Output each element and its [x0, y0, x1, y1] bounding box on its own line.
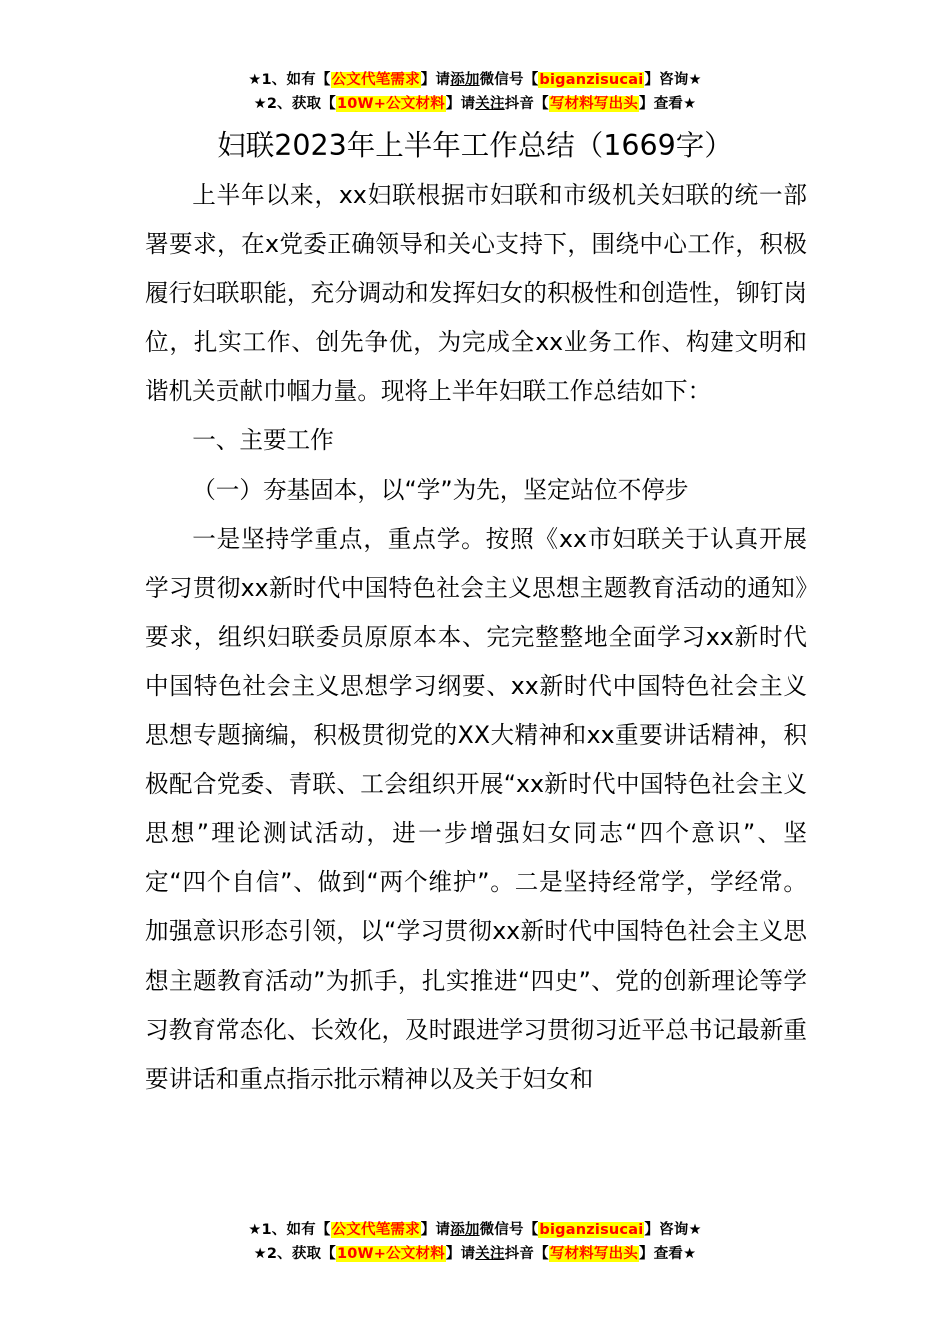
section-heading: 一、主要工作	[192, 426, 334, 455]
promo-text: 】请	[445, 1246, 476, 1262]
promo-highlight: 10W+公文材料	[336, 96, 445, 112]
document-title: 妇联2023年上半年工作总结（1669字）	[217, 129, 733, 162]
promo-text: ★2、获取【	[253, 96, 336, 112]
promo-underlined-text: 添加	[450, 1222, 480, 1238]
paragraph-intro: 上半年以来，xx妇联根据市妇联和市级机关妇联的统一部署要求，在x党委正确领导和关心支持下，围绕中心工作，积极履行妇联职能，充分调动和发挥妇女的积极性和创造性，铆钉岗位，扎实工作、创先争优，为完成全xx业务工作、构建文明和谐机关贡献巾帼力量。现将上半年妇联工作总结如下：	[145, 181, 807, 406]
promo-text: 】请	[445, 96, 476, 112]
promo-highlight: biganzisucai	[539, 72, 644, 88]
promo-text: 】咨询★	[644, 72, 702, 88]
subsection-heading: （一）夯基固本，以“学”为先，坚定站位不停步	[192, 475, 689, 504]
promo-text: 】查看★	[639, 96, 697, 112]
promo-highlight: 10W+公文材料	[336, 1246, 445, 1262]
promo-text: 抖音【	[504, 96, 549, 112]
promo-underlined-text: 添加	[450, 72, 480, 88]
promo-line-2	[0, 1242, 950, 1266]
promo-banner-bottom	[0, 1218, 950, 1266]
paragraph-study: 一是坚持学重点，重点学。按照《xx市妇联关于认真开展学习贯彻xx新时代中国特色社会主义思想主题教育活动的通知》要求，组织妇联委员原原本本、完完整整地全面学习xx新时代中国特色社会主义思想学习纲要、xx新时代中国特色社会主义思想专题摘编，积极贯彻党的XX大精神和xx重要讲话精神，积极配合党委、青联、工会组织开展“xx新时代中国特色社会主义思想”理论测试活动，进一步增强妇女同志“四个意识”、坚定“四个自信”、做到“两个维护”。二是坚持经常学，学经常。加强意识形态引领，以“学习贯彻xx新时代中国特色社会主义思想主题教育活动”为抓手，扎实推进“四史”、党的创新理论等学习教育常态化、长效化，及时跟进学习贯彻习近平总书记最新重要讲话和重点指示批示精神以及关于妇女和	[145, 524, 807, 1093]
promo-text: 】查看★	[639, 1246, 697, 1262]
promo-underlined-text: 关注	[475, 1246, 505, 1262]
promo-highlight: 公文代笔需求	[331, 72, 420, 88]
promo-text: 】咨询★	[644, 1222, 702, 1238]
promo-line-1	[0, 68, 950, 92]
promo-highlight: 写材料写出头	[549, 96, 639, 112]
promo-text: ★1、如有【	[248, 72, 331, 88]
promo-text: 微信号【	[479, 1222, 539, 1238]
promo-line-1	[0, 1218, 950, 1242]
promo-text: ★1、如有【	[248, 1222, 331, 1238]
promo-banner-top	[0, 68, 950, 116]
document-body	[145, 171, 807, 1093]
promo-text: 】请	[420, 1222, 451, 1238]
promo-highlight: biganzisucai	[539, 1222, 644, 1238]
promo-text: 微信号【	[479, 72, 539, 88]
promo-line-2	[0, 92, 950, 116]
promo-highlight: 写材料写出头	[549, 1246, 639, 1262]
promo-text: 】请	[420, 72, 451, 88]
promo-underlined-text: 关注	[475, 96, 505, 112]
promo-highlight: 公文代笔需求	[331, 1222, 420, 1238]
promo-text: 抖音【	[504, 1246, 549, 1262]
promo-text: ★2、获取【	[253, 1246, 336, 1262]
